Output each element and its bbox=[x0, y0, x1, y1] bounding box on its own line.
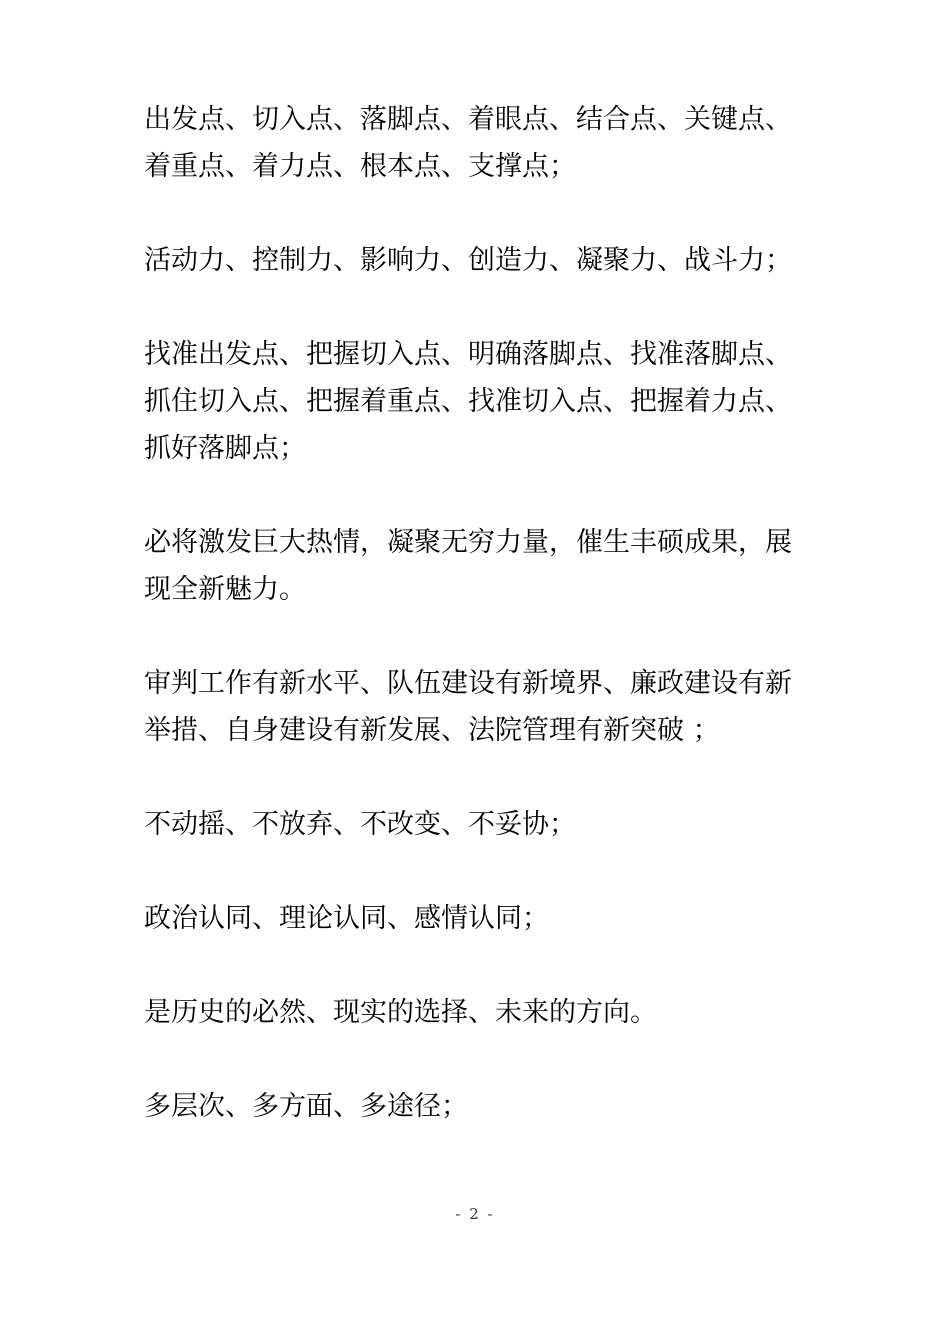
document-body bbox=[144, 96, 810, 1177]
paragraph: 审判工作有新水平、队伍建设有新境界、廉政建设有新举措、自身建设有新发展、法院管理有新突破 ； bbox=[144, 668, 792, 746]
paragraph: 找准出发点、把握切入点、明确落脚点、找准落脚点、抓住切入点、把握着重点、找准切入点、把握着力点、抓好落脚点； bbox=[144, 339, 792, 464]
paragraph: 不动摇、不放弃、不改变、不妥协； bbox=[144, 809, 576, 840]
paragraph: 政治认同、理论认同、感情认同； bbox=[144, 903, 549, 934]
paragraph: 出发点、切入点、落脚点、着眼点、结合点、关键点、着重点、着力点、根本点、支撑点； bbox=[144, 104, 792, 182]
paragraph: 多层次、多方面、多途径； bbox=[144, 1091, 468, 1122]
paragraph: 必将激发巨大热情，凝聚无穷力量，催生丰硕成果，展现全新魅力。 bbox=[144, 527, 792, 605]
paragraph: 是历史的必然、现实的选择、未来的方向。 bbox=[144, 997, 657, 1028]
page-number: - 2 - bbox=[455, 1205, 495, 1223]
paragraph: 活动力、控制力、影响力、创造力、凝聚力、战斗力； bbox=[144, 245, 792, 276]
